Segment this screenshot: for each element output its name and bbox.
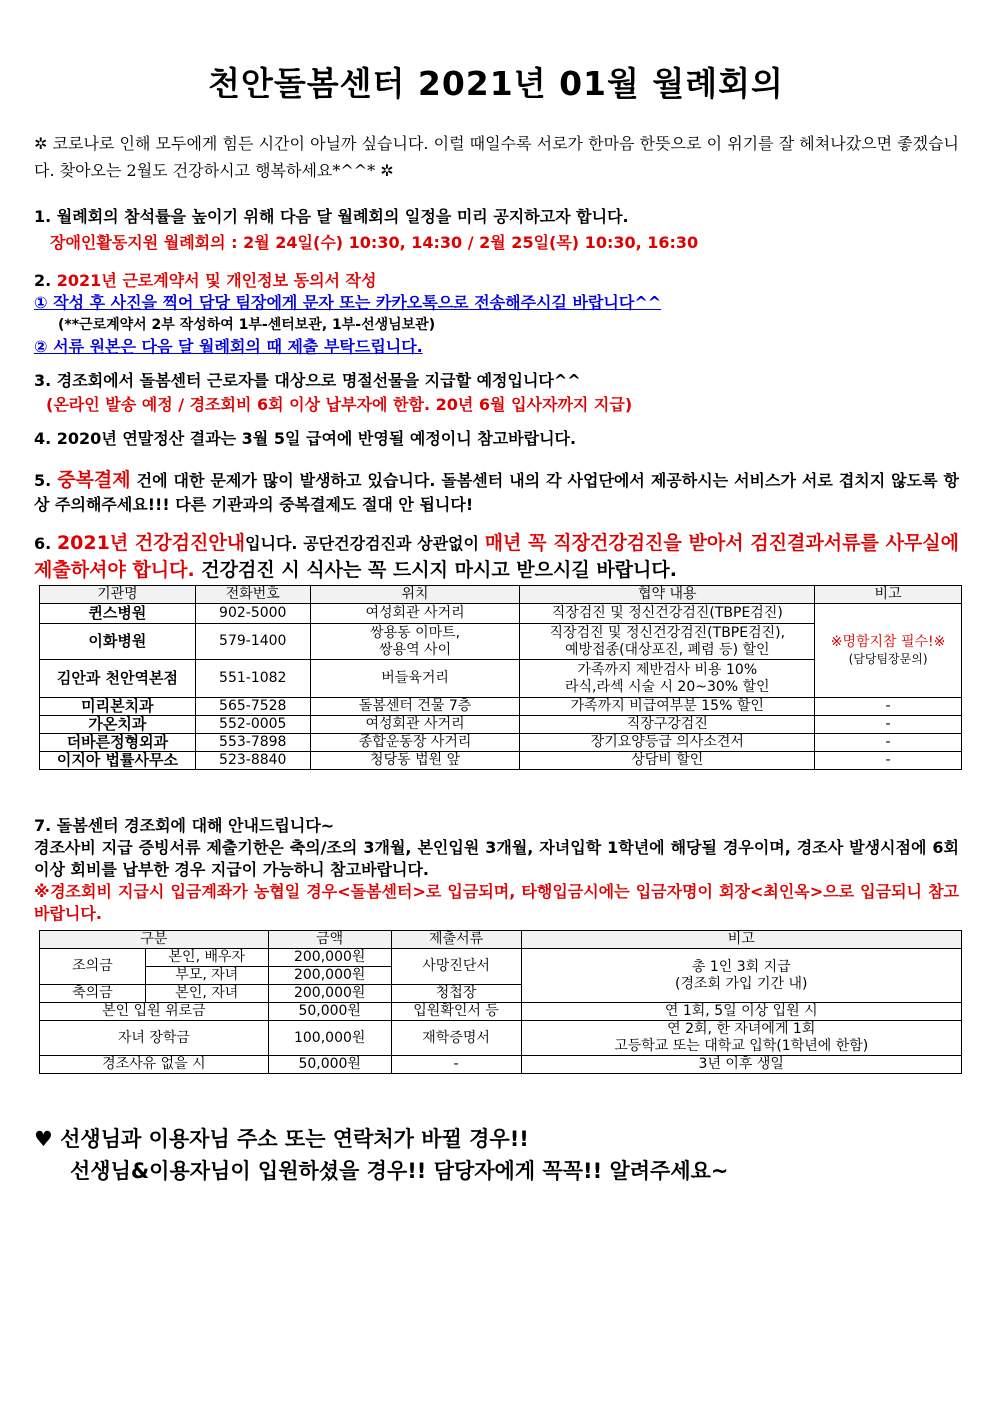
section-7-text: 경조사비 지급 증빙서류 제출기한은 축의/조의 3개월, 본인입원 3개월, 자녀입학 1학년에 해당될 경우이며, 경조사 발생시점에 6회 이상 회비를 납부한 경우 지급이 가능하니 참고바랍니다. bbox=[34, 838, 959, 879]
section-5-keyword: 중복결제 bbox=[57, 469, 131, 491]
org-name: 미리본치과 bbox=[40, 698, 196, 716]
phone-number: 553-7898 bbox=[195, 734, 310, 752]
org-name: 김안과 천안역본점 bbox=[40, 660, 196, 698]
page-title: 천안돌봄센터 2021년 01월 월례회의 bbox=[208, 64, 784, 103]
agreement: 직장검진 및 정신건강검진(TBPE검진) bbox=[520, 604, 815, 624]
section-6-rest: 건강검진 시 식사는 꼭 드시지 마시고 받으시길 바랍니다. bbox=[194, 559, 677, 581]
closing-notice bbox=[34, 1123, 729, 1187]
amount: 200,000원 bbox=[268, 967, 391, 985]
category: 조의금 bbox=[40, 949, 146, 985]
agreement: 가족까지 제반검사 비용 10% 라식,라섹 시술 시 20~30% 할인 bbox=[520, 660, 815, 698]
table-row bbox=[40, 734, 962, 752]
header-cell: 비고 bbox=[815, 586, 962, 604]
org-name: 퀸스병원 bbox=[40, 604, 196, 624]
header-cell: 비고 bbox=[521, 931, 962, 949]
section-5-text: 건에 대한 문제가 많이 발생하고 있습니다. 돌봄센터 내의 각 사업단에서 제공하시는 서비스가 서로 겹치지 않도록 항상 주의해주세요!!! 다른 기관과의 중복결제도 절대 안 됩니다! bbox=[34, 471, 959, 514]
subcategory: 본인, 자녀 bbox=[145, 985, 268, 1003]
remark: 연 1회, 5일 이상 입원 시 bbox=[521, 1003, 962, 1021]
org-name: 이화병원 bbox=[40, 624, 196, 660]
category: 자녀 장학금 bbox=[40, 1021, 269, 1056]
location: 청당동 법원 앞 bbox=[310, 752, 520, 770]
section-6-requirement: 매년 꼭 직장건강검진을 받아서 검진결과서류를 사무실에 제출하셔야 합니다. bbox=[34, 532, 959, 581]
table-row bbox=[40, 1003, 962, 1021]
phone-number: 523-8840 bbox=[195, 752, 310, 770]
section-3-detail: (온라인 발송 예정 / 경조회비 6회 이상 납부자에 한함. 20년 6월 입사자까지 지급) bbox=[46, 395, 633, 414]
section-2 bbox=[34, 270, 959, 358]
header-cell: 금액 bbox=[268, 931, 391, 949]
section-1-schedule: 장애인활동지원 월례회의 : 2월 24일(수) 10:30, 14:30 / 2월 25일(목) 10:30, 16:30 bbox=[50, 233, 699, 252]
section-7-account-note: ※경조회비 지급시 입금계좌가 농협일 경우<돌봄센터>로 입금되며, 타행입금시에는 입금자명이 회장<최인옥>으로 입금되니 참고바랍니다. bbox=[34, 882, 959, 923]
section-3 bbox=[34, 370, 959, 416]
section-2-prefix: 2. bbox=[34, 271, 57, 290]
header-cell: 구분 bbox=[40, 931, 269, 949]
section-7-title: 7. 돌봄센터 경조회에 대해 안내드립니다~ bbox=[34, 816, 335, 835]
section-5 bbox=[34, 468, 959, 517]
location: 쌍용동 이마트, 쌍용역 사이 bbox=[310, 624, 520, 660]
location: 종합운동장 사거리 bbox=[310, 734, 520, 752]
closing-line-2: 선생님&이용자님이 입원하셨을 경우!! 담당자에게 꼭꼭!! 알려주세요~ bbox=[70, 1159, 729, 1183]
section-5-prefix: 5. bbox=[34, 471, 58, 490]
remark bbox=[521, 949, 962, 1003]
remark: 연 2회, 한 자녀에게 1회 고등학교 또는 대학교 입학(1학년에 한함) bbox=[521, 1021, 962, 1056]
contact-note: (담당팀장문의) bbox=[848, 651, 928, 666]
document: 재학증명서 bbox=[391, 1021, 521, 1056]
section-2-note: (**근로계약서 2부 작성하여 1부-센터보관, 1부-선생님보관) bbox=[58, 317, 436, 333]
remark: 3년 이후 생일 bbox=[521, 1056, 962, 1074]
table-row bbox=[40, 1021, 962, 1056]
agreement: 상담비 할인 bbox=[520, 752, 815, 770]
section-3-text: 3. 경조회에서 돌봄센터 근로자를 대상으로 명절선물을 지급할 예정입니다^^ bbox=[34, 371, 581, 390]
agreement: 장기요양등급 의사소견서 bbox=[520, 734, 815, 752]
phone-number: 579-1400 bbox=[195, 624, 310, 660]
agreement: 가족까지 비급여부분 15% 할인 bbox=[520, 698, 815, 716]
phone-number: 552-0005 bbox=[195, 716, 310, 734]
table-header bbox=[40, 931, 962, 949]
location: 여성회관 사거리 bbox=[310, 604, 520, 624]
table-row bbox=[40, 604, 962, 624]
section-1 bbox=[34, 206, 959, 254]
amount: 200,000원 bbox=[268, 985, 391, 1003]
document: 입원확인서 등 bbox=[391, 1003, 521, 1021]
header-cell: 위치 bbox=[310, 586, 520, 604]
org-name: 더바른정형외과 bbox=[40, 734, 196, 752]
table-header bbox=[40, 586, 962, 604]
table-row bbox=[40, 698, 962, 716]
section-1-text: 1. 월례회의 참석률을 높이기 위해 다음 달 월례회의 일정을 미리 공지하고자 합니다. bbox=[34, 207, 629, 226]
section-4: 4. 2020년 연말정산 결과는 3월 5일 급여에 반영될 예정이니 참고바랍니다. bbox=[34, 429, 577, 448]
congratulatory-fund-table bbox=[39, 930, 962, 1074]
agreement: 직장검진 및 정신건강검진(TBPE검진), 예방접종(대상포진, 폐렴 등) 할인 bbox=[520, 624, 815, 660]
section-7 bbox=[34, 815, 959, 925]
amount: 50,000원 bbox=[268, 1056, 391, 1074]
section-2-item-1: ① 작성 후 사진을 찍어 담당 팀장에게 문자 또는 카카오톡으로 전송해주시길 바랍니다^^ bbox=[34, 293, 662, 312]
document: 사망진단서 bbox=[391, 949, 521, 985]
intro-paragraph: ✲ 코로나로 인해 모두에게 힘든 시간이 아닐까 싶습니다. 이럴 때일수록 서로가 한마음 한뜻으로 이 위기를 잘 헤쳐나갔으면 좋겠습니다. 찾아오는 2월도 건강하시고 행복하세요*^^* ✲ bbox=[34, 134, 959, 180]
remark-line: 총 1인 3회 지급 bbox=[691, 958, 791, 975]
note: - bbox=[815, 734, 962, 752]
header-cell: 기관명 bbox=[40, 586, 196, 604]
header-cell: 제출서류 bbox=[391, 931, 521, 949]
amount: 100,000원 bbox=[268, 1021, 391, 1056]
document: - bbox=[391, 1056, 521, 1074]
org-name: 이지아 법률사무소 bbox=[40, 752, 196, 770]
section-6 bbox=[34, 530, 959, 584]
document: 청첩장 bbox=[391, 985, 521, 1003]
closing-line-1: ♥ 선생님과 이용자님 주소 또는 연락처가 바뀔 경우!! bbox=[34, 1127, 529, 1151]
header-cell: 협약 내용 bbox=[520, 586, 815, 604]
org-name: 가온치과 bbox=[40, 716, 196, 734]
health-checkup-table bbox=[39, 585, 962, 770]
phone-number: 551-1082 bbox=[195, 660, 310, 698]
phone-number: 902-5000 bbox=[195, 604, 310, 624]
subcategory: 본인, 배우자 bbox=[145, 949, 268, 967]
table-row bbox=[40, 752, 962, 770]
section-6-prefix: 6. bbox=[34, 534, 57, 553]
category: 축의금 bbox=[40, 985, 146, 1003]
section-2-title: 2021년 근로계약서 및 개인정보 동의서 작성 bbox=[56, 271, 377, 290]
category: 경조사유 없을 시 bbox=[40, 1056, 269, 1074]
amount: 50,000원 bbox=[268, 1003, 391, 1021]
note: - bbox=[815, 752, 962, 770]
phone-number: 565-7528 bbox=[195, 698, 310, 716]
location: 돌봄센터 건물 7층 bbox=[310, 698, 520, 716]
table-row bbox=[40, 949, 962, 967]
note: - bbox=[815, 698, 962, 716]
merged-note-cell bbox=[815, 604, 962, 698]
location: 여성회관 사거리 bbox=[310, 716, 520, 734]
header-cell: 전화번호 bbox=[195, 586, 310, 604]
business-card-note: ※명함지참 필수!※ bbox=[830, 633, 946, 650]
location: 버들육거리 bbox=[310, 660, 520, 698]
subcategory: 부모, 자녀 bbox=[145, 967, 268, 985]
table-row bbox=[40, 716, 962, 734]
category: 본인 입원 위로금 bbox=[40, 1003, 269, 1021]
amount: 200,000원 bbox=[268, 949, 391, 967]
section-6-mid: 입니다. 공단건강검진과 상관없이 bbox=[245, 534, 485, 553]
note: - bbox=[815, 716, 962, 734]
table-row bbox=[40, 1056, 962, 1074]
agreement: 직장구강검진 bbox=[520, 716, 815, 734]
section-2-item-2: ② 서류 원본은 다음 달 월례회의 때 제출 부탁드립니다. bbox=[34, 337, 423, 356]
section-6-title: 2021년 건강검진안내 bbox=[56, 532, 246, 554]
remark-line: (경조회 가입 기간 내) bbox=[675, 975, 808, 992]
